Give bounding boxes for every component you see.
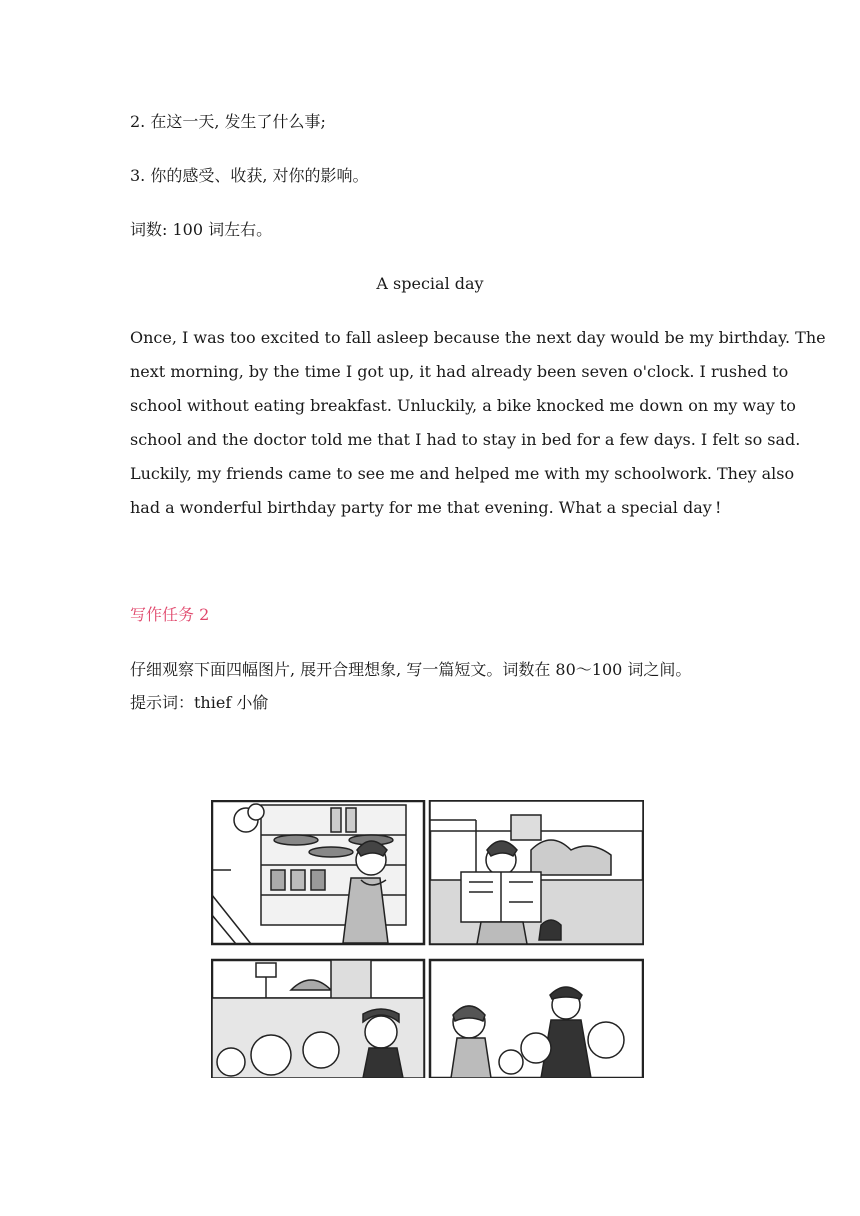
essay-line: next morning, by the time I got up, it had already been seven o'clock. I rushed to xyxy=(130,362,789,381)
word-count-requirement: 词数: 100 词左右。 xyxy=(130,220,273,239)
essay-line: had a wonderful birthday party for me that evening. What a special day ! xyxy=(130,498,722,517)
essay-line: school and the doctor told me that I had to stay in bed for a few days. I felt so sad. xyxy=(130,430,801,449)
essay-line: Once, I was too excited to fall asleep because the next day would be my birthday. The xyxy=(130,328,826,347)
task2-instruction: 仔细观察下面四幅图片, 展开合理想象, 写一篇短文。词数在 80～100 词之间。 xyxy=(130,660,692,679)
task2-heading: 写作任务 2 xyxy=(130,605,210,624)
comic-panel-2 xyxy=(430,801,643,944)
comic-strip-illustration xyxy=(211,800,644,1078)
essay-line: Luckily, my friends came to see me and helped me with my schoolwork. They also xyxy=(130,464,795,483)
requirement-item-2: 2. 在这一天, 发生了什么事; xyxy=(130,112,326,131)
essay-line: school without eating breakfast. Unluckily, a bike knocked me down on my way to xyxy=(130,396,796,415)
requirement-item-3: 3. 你的感受、收获, 对你的影响。 xyxy=(130,166,369,185)
task2-hint: 提示词：thief 小偷 xyxy=(130,693,269,712)
essay-title: A special day xyxy=(376,274,484,293)
